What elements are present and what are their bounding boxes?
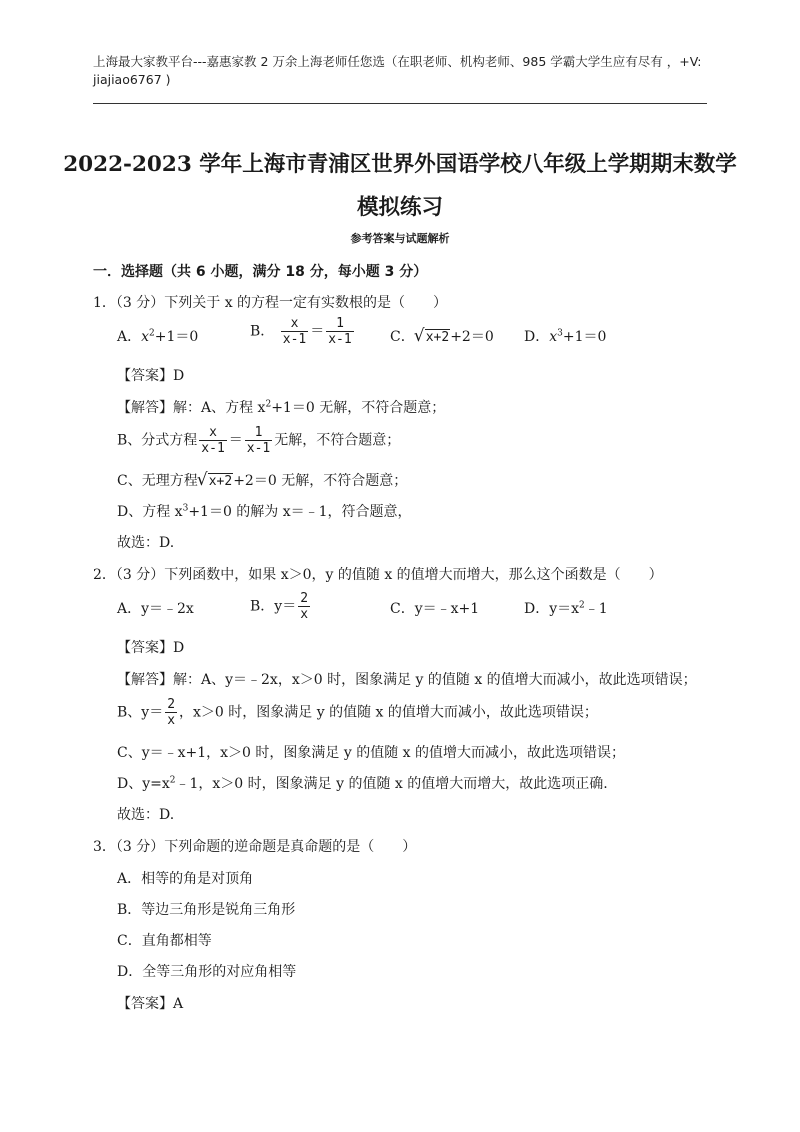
fraction: $\frac{2}{x}$ bbox=[167, 697, 176, 728]
q2-stem: 2．（3 分）下列函数中，如果 x＞0，y 的值随 x 的值增大而增大，那么这个函数是（ ） bbox=[93, 567, 663, 583]
q2-option-b: B．y＝ $\frac{2}{x}$ bbox=[250, 591, 309, 622]
q2-option-c: C．y＝﹣x+1 bbox=[390, 601, 480, 617]
q3-option-c: C．直角都相等 bbox=[117, 933, 212, 949]
section-heading: 一．选择题（共 6 小题，满分 18 分，每小题 3 分） bbox=[93, 264, 428, 280]
square-root: √ x+2 bbox=[196, 470, 233, 490]
q2-answer: 【答案】D bbox=[117, 640, 185, 656]
q3-answer: 【答案】A bbox=[117, 996, 184, 1012]
q2-explanation-b: B、y＝ $\frac{2}{x}$ ，x＞0 时，图象满足 y 的值随 x 的值增大而减小，故此选项错误； bbox=[117, 697, 598, 728]
q3-option-d: D．全等三角形的对应角相等 bbox=[117, 964, 297, 980]
q1-stem: 1．（3 分）下列关于 x 的方程一定有实数根的是（ ） bbox=[93, 295, 448, 311]
q1-option-a: A．$x^2+1=0$ bbox=[117, 328, 199, 345]
q2-explanation-c: C、y＝﹣x+1，x＞0 时，图象满足 y 的值随 x 的值增大而减小，故此选项错误； bbox=[117, 745, 626, 761]
q1-option-b: B． $\frac{x}{x-1}$ ＝ $\frac{1}{x-1}$ bbox=[250, 316, 352, 347]
document-title-line1: 2022-2023 学年上海市青浦区世界外国语学校八年级上学期期末数学 bbox=[63, 152, 737, 177]
q2-option-a: A．y＝﹣2x bbox=[117, 601, 194, 617]
q3-stem: 3．（3 分）下列命题的逆命题是真命题的是（ ） bbox=[93, 839, 417, 855]
document-title-line2: 模拟练习 bbox=[356, 195, 443, 220]
q1-answer: 【答案】D bbox=[117, 368, 185, 384]
q3-option-b: B．等边三角形是锐角三角形 bbox=[117, 902, 296, 918]
q2-explanation-d: D、$y=x^2﹣1$，x＞0 时，图象满足 y 的值随 x 的值增大而增大，故此选项正确. bbox=[117, 775, 608, 792]
fraction: $\frac{1}{x-1}$ bbox=[328, 316, 352, 347]
fraction: $\frac{x}{x-1}$ bbox=[282, 316, 307, 347]
q1-explanation-c: C、无理方程 √ x+2+2＝0 无解，不符合题意； bbox=[117, 470, 408, 490]
fraction: $\frac{1}{x-1}$ bbox=[246, 425, 271, 456]
document-subtitle: 参考答案与试题解析 bbox=[350, 232, 450, 245]
q1-explanation-b: B、分式方程 $\frac{x}{x-1}$ ＝ $\frac{1}{x-1}$ 无解，不符合题意； bbox=[117, 425, 401, 456]
q1-conclusion: 故选：D. bbox=[117, 535, 175, 551]
q1-explanation-a: 【解答】解：A、方程 $x^2+1=0$ 无解，不符合题意； bbox=[117, 399, 446, 416]
q3-option-a: A．相等的角是对顶角 bbox=[117, 871, 254, 887]
site-banner-line2: jiajiao6767 ) bbox=[93, 72, 171, 87]
header-divider bbox=[93, 103, 707, 104]
square-root: √ x+2 bbox=[413, 326, 450, 346]
q2-option-d: D．$y=x^2﹣1$ bbox=[524, 600, 608, 617]
q2-conclusion: 故选：D. bbox=[117, 807, 175, 823]
q1-explanation-d: D、方程 $x^3+1=0$ 的解为 x＝﹣1，符合题意， bbox=[117, 503, 412, 520]
fraction: $\frac{x}{x-1}$ bbox=[201, 425, 225, 456]
fraction: $\frac{2}{x}$ bbox=[300, 591, 309, 622]
site-banner-line1: 上海最大家教平台---嘉惠家教 2 万余上海老师任您选（在职老师、机构老师、985 学霸大学生应有尽有 ，+V: bbox=[93, 54, 702, 69]
q1-option-d: D．$x^3+1=0$ bbox=[524, 328, 607, 345]
q1-option-c: C． √ x+2+2＝0 bbox=[390, 326, 494, 346]
q2-explanation-a: 【解答】解：A、y＝﹣2x，x＞0 时，图象满足 y 的值随 x 的值增大而减小，故此选项错误； bbox=[117, 672, 697, 688]
